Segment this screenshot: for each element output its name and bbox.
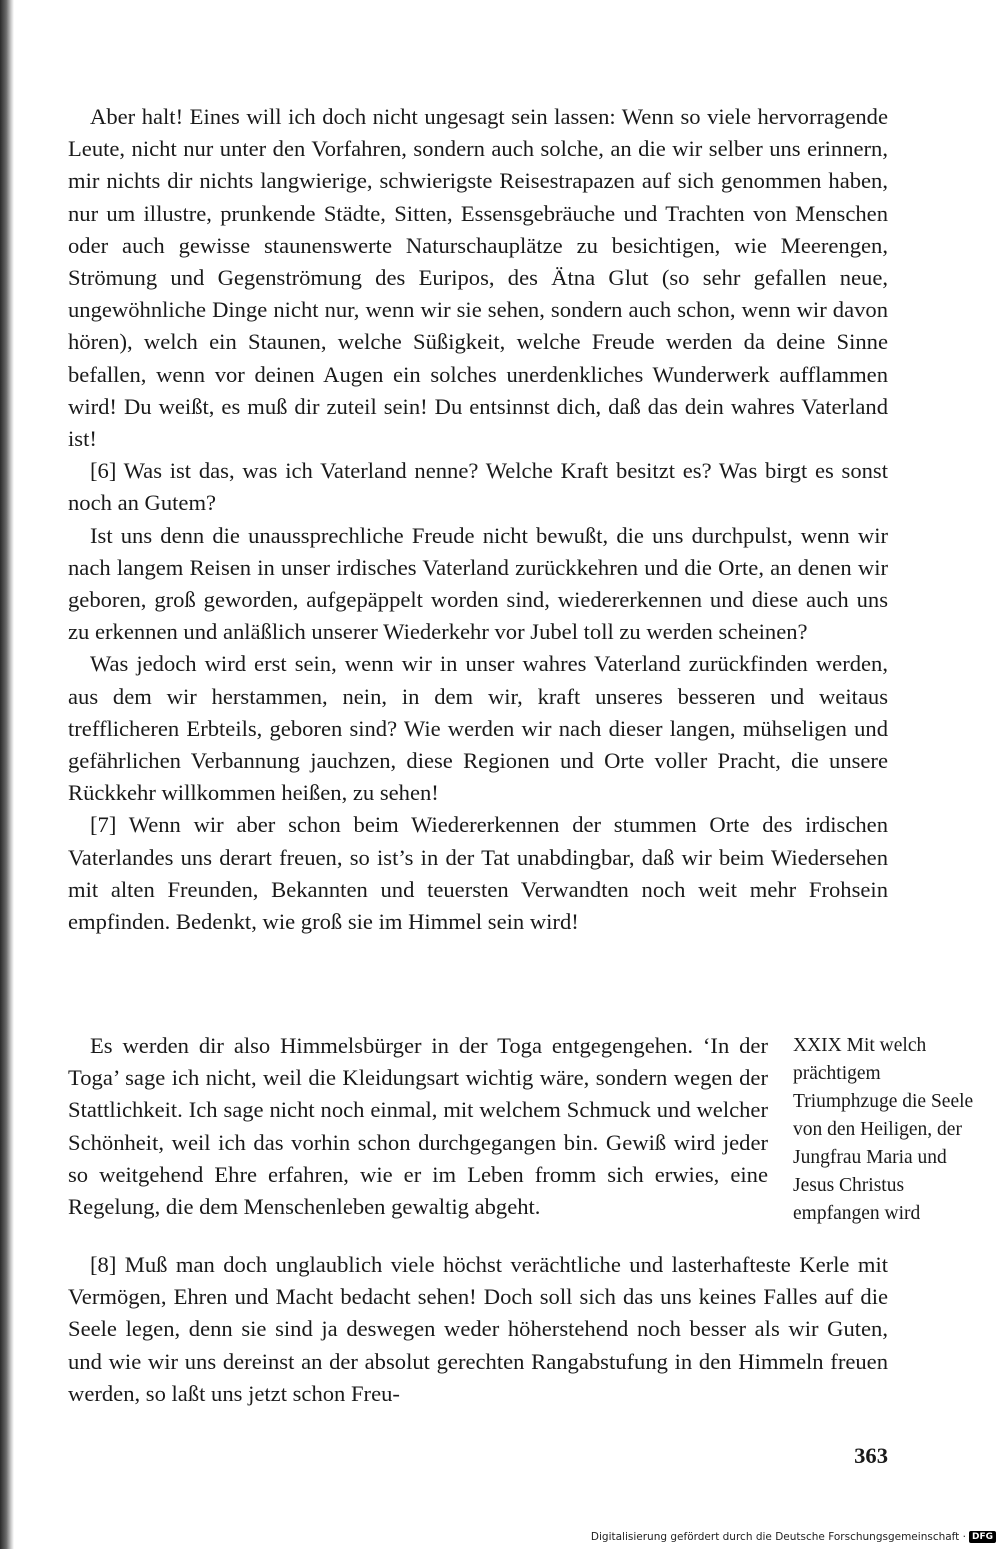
main-text-block: [68, 101, 888, 938]
continuation-text-block: [68, 1249, 888, 1410]
paragraph: Was jedoch wird erst sein, wenn wir in unser wahres Vaterland zurückfinden werden, aus dem wir herstammen, nein, in dem wir, kraft unseres besseren und weitaus trefflicheren Erbteils, geboren sind? Wie werden wir nach dieser langen, mühseligen und gefährlichen Verbannung jauchzen, diese Regionen und Orte voller Pracht, die unsere Rückkehr willkommen heißen, zu sehen!: [68, 651, 888, 806]
paragraph: [6] Was ist das, was ich Vaterland nenne? Welche Kraft besitzt es? Was birgt es sonst noch an Gutem?: [68, 458, 888, 516]
page-number: 363: [854, 1443, 888, 1468]
marginal-note: XXIX Mit welch prächtigem Triumphzuge die Seele von den Heiligen, der Jungfrau Maria und Jesus Christus empfangen wird: [793, 1035, 974, 1224]
paragraph: Es werden dir also Himmelsbürger in der Toga entgegengehen. ‘In der Toga’ sage ich nicht, weil die Kleidungsart wichtig wäre, sondern wegen der Stattlichkeit. Ich sage nicht noch einmal, mit welchem Schmuck und welcher Schönheit, weil ich das vorhin schon durchgegangen bin. Gewiß wird jeder so weitgehend Ehre erfahren, wie er im Leben fromm sich erwies, eine Regelung, die dem Menschenleben gewaltig abgeht.: [68, 1033, 768, 1220]
paragraph: [7] Wenn wir aber schon beim Wiedererkennen der stummen Orte des irdischen Vaterlandes uns derart freuen, so ist’s in der Tat unabdingbar, daß wir beim Wiedersehen mit alten Freunden, Bekannten und teuersten Verwandten noch weit mehr Frohsein empfinden. Bedenkt, wie groß sie im Himmel sein wird!: [68, 812, 888, 935]
book-binding-shadow: [0, 0, 14, 1549]
section-text-block: [68, 1030, 768, 1223]
paragraph: [8] Muß man doch unglaublich viele höchst verächtliche und lasterhafteste Kerle mit Vermögen, Ehren und Macht bedacht sehen! Doch soll sich das uns keines Falles auf die Seele legen, denn sie sind ja deswegen weder höherstehend noch besser als wir Guten, und wie wir uns dereinst an der absolut gerechten Rangabstufung in den Himmeln freuen werden, so laßt uns jetzt schon Freu-: [68, 1252, 888, 1406]
paragraph: Aber halt! Eines will ich doch nicht ungesagt sein lassen: Wenn so viele hervorragende Leute, nicht nur unter den Vorfahren, sondern auch solche, an die wir selber uns erinnern, mir nichts dir nichts langwierige, schwierigste Reisestrapazen auf sich genommen haben, nur um illustre, prunkende Städte, Sitten, Essensgebräuche und Trachten von Menschen oder auch gewisse staunenswerte Naturschauplätze zu besichtigen, wie Meerengen, Strömung und Gegenströmung des Euripos, des Ätna Glut (so sehr gefallen neue, ungewöhnliche Dinge nicht nur, wenn wir sie sehen, sondern auch schon, wenn wir davon hören), welch ein Staunen, welche Süßigkeit, welche Freude werden da deine Sinne befallen, wenn vor deinen Augen ein solches unerdenkliches Wunderwerk aufflammen wird! Du weißt, es muß dir zuteil sein! Du entsinnst dich, daß das dein wahres Vaterland ist!: [68, 104, 888, 452]
footer-text: Digitalisierung gefördert durch die Deutsche Forschungsgemeinschaft ·: [590, 1531, 966, 1543]
dfg-logo-icon: DFG: [969, 1531, 996, 1543]
digitization-footer: [591, 1527, 996, 1547]
paragraph: Ist uns denn die unaussprechliche Freude nicht bewußt, die uns durchpulst, wenn wir nach langem Reisen in unser irdisches Vaterland zurückkehren und die Orte, an denen wir geboren, groß geworden, aufgepäppelt worden sind, wiedererkennen und diese auch uns zu erkennen und anläßlich unserer Wiederkehr vor Jubel toll zu werden scheinen?: [68, 522, 888, 645]
